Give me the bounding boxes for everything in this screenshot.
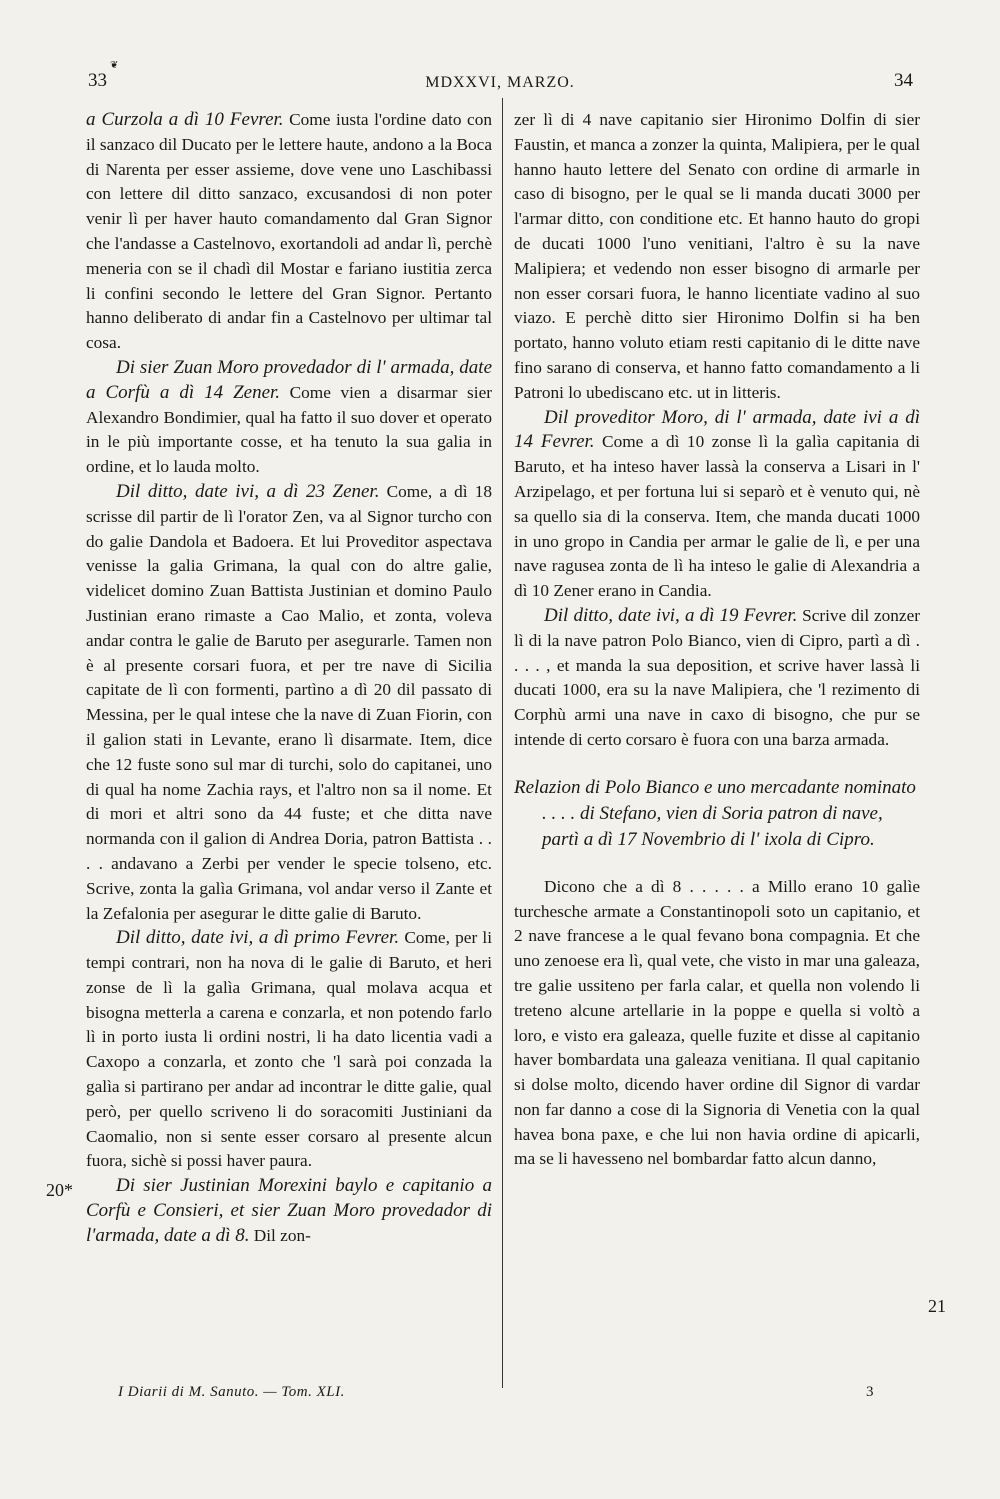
left-column (86, 108, 492, 1249)
paragraph (514, 875, 920, 1173)
entry-heading: Dil ditto, date ivi, a dì 19 Fevrer. (544, 604, 798, 626)
entry-heading: Di sier Zuan Moro provedador di l' armada, date a Corfù a dì 14 Zener. (86, 356, 492, 403)
entry-text: Come vien a disarmar sier Alexandro Bondimier, qual ha fatto il suo dover et operato in le più importante cosse, et ha tenuto la sua galia in ordine, et lo lauda molto. (86, 382, 492, 477)
page-number-right: 34 (894, 70, 913, 91)
entry-text: Dil zon- (249, 1225, 311, 1245)
paragraph (514, 604, 920, 753)
margin-note-right: 21 (928, 1296, 946, 1316)
page-number-left: 33 (88, 70, 107, 91)
footer-citation: I Diarii di M. Sanuto. — Tom. XLI. (118, 1384, 345, 1400)
entry-heading: Di sier Justinian Morexini baylo e capitanio a Corfù e Consieri, et sier Zuan Moro provedador di l'armada, date a dì 8. (86, 1175, 492, 1246)
entry-heading: Relazion di Polo Bianco e uno mercadante nominato . . . . di Stefano, vien di Soria patron di nave, partì a dì 17 Novembrio di l' ixola di Cipro. (514, 776, 916, 850)
entry-text: Come, a dì 18 scrisse dil partir de lì l'orator Zen, va al Signor turcho con do galie Dandola et Badoera. Et lui Proveditor aspectava venisse la galia Grimana, la qual con do altre galie, videlicet domino Zuan Battista Justinian et domino Paulo Justinian erano rimaste a Cao Malio, et zonta, voleva andar contra le galie de Baruto per asegurarle. Tamen non è al presente corsari fuora, et per tre nave di Sicilia capitate de lì con formenti, partìno a dì 20 dil passato di Messina, per le qual intese che la nave di Zuan Fiorin, con il galion stati in Levante, erano lì disarmate. Item, dice che 12 fuste sono sul mar di turchi, solo do capitanei, uno di qual ha nome Zachia rays, et l'altro non sa il nome. Et di mori et altri sono da 44 fuste; et che ditta nave normanda con il galion di Andrea Doria, patron Battista . . . . andavano a Zerbi per vender le specie tolseno, etc. Scrive, zonta la galìa Grimana, vol andar verso il Zante et la Zefalonia per asegurar le ditte galie di Baruto. (86, 481, 492, 923)
entry-heading: a Curzola a dì 10 Fevrer. (86, 109, 284, 130)
entry-heading: Dil ditto, date ivi, a dì primo Fevrer. (116, 927, 400, 949)
entry-heading: Dil proveditor Moro, di l' armada, date ivi a dì 14 Fevrer. (514, 406, 920, 453)
column-divider (502, 98, 503, 1388)
entry-text: Come a dì 10 zonse lì la galìa capitania di Baruto, et ha inteso haver lassà la conserva a Lisari in l' Arzipelago, et per fortuna lui si separò et è venuto qui, nè sa quello sia di la conserva. Item, che manda ducati 1000 in uno gropo in Candia per armar le galie de lì, e per una nave ragusea zonta de lì ha inteso le galie di Alexandria a dì 10 Zener erano in Candia. (514, 432, 920, 601)
paragraph (86, 480, 492, 926)
paragraph (86, 356, 492, 480)
entry-text: zer lì di 4 nave capitanio sier Hironimo Dolfin di sier Faustin, et manca a zonzer la quinta, Malipiera, per le qual hanno hauto lettere del Senato con ordine di armarle in caso di bisogno, per le qual se li manda ducati 3000 per l'armar ditto, con conditione etc. Et hanno hauto do gropi de ducati 1000 l'uno venitiani, l'altro è su la nave Malipiera; et vedendo non esser bisogno di armarle per non esser corsari fuora, le hanno licentiate vadino al suo viazo. E perchè ditto sier Hironimo Dolfin si ha ben portato, hanno voluto etiam resti capitanio di le ditte nave fino sarano di conserva, et hanno fatto comandamento a li Patroni lo ubediscano etc. ut in litteris. (514, 110, 920, 402)
entry-text: Come, per li tempi contrari, non ha nova di le galie di Baruto, et heri zonse de lì la galìa Grimana, qual molava acqua et bisogna metterla a carena e conzarla, et non potendo farlo lì in porto iusta li ordini nostri, li ha dato licentia vadi a Caxopo a conzarla, et zonto che 'l sarà poi conzada la galìa si partirano per andar ad incontrar le ditte galie, qual però, per quello scriveno li do soracomiti Justiniani da Caomalio, non si sente esser corsaro al presente alcun fuora, sichè si possi haver paura. (86, 928, 493, 1171)
entry-heading: Dil ditto, date ivi, a dì 23 Zener. (116, 480, 380, 502)
paragraph (86, 926, 492, 1174)
entry-text: Scrive dil zonzer lì di la nave patron Polo Bianco, vien di Cipro, partì a dì . . . . , et manda la sua deposition, et scrive haver lassà li ducati 1000, era su la nave Malipiera, che 'l rezimento di Corphù armi una nave in caxo di bisogno, che pur se intende di certo corsaro è fuora con una barza armada. (514, 605, 920, 749)
section-title (514, 775, 920, 853)
signature-number: 3 (866, 1384, 874, 1400)
paragraph (514, 406, 920, 604)
right-column (514, 108, 920, 1172)
entry-text: Dicono che a dì 8 . . . . . a Millo erano 10 galìe turchesche armate a Constantinopoli soto un capitanio, et 2 nave francese a le qual fevano bona compagnia. Et che uno zenoese era lì, qual vete, che visto in mar una galeaza, tre galie ussiteno per farla calar, et quella non volendo li treteno alcune artellarie in la poppe e quella si voltò a loro, e visto era galeaza, quelle fuzite et disse al capitanio haver bombardata una galeaza venitiana. Il qual capitanio si dolse molto, dicendo haver ordine dil Signor di vardar non far danno a cose di la Signoria di Venetia con la qual havea bona paxe, e che lui non havia ordine di apicarli, ma se li havesseno nel bombardar fatto alcun danno, (514, 876, 920, 1169)
margin-note-left: 20* (46, 1180, 73, 1200)
paragraph (514, 108, 920, 406)
paragraph (86, 108, 492, 356)
ornament: ❦ (110, 60, 119, 71)
entry-text: Come iusta l'ordine dato con il sanzaco dil Ducato per le lettere haute, andono a la Boca di Narenta per esser assieme, dove vene uno Laschibassi con lettere dil ditto sanzaco, excusandosi di non poter venir lì per haver hauto comandamento dal Gran Signor che l'andasse a Castelnovo, exortandoli ad andar lì, perchè meneria con se il chadì dil Mostar e fariano iustitia zerca li confini secondo le lettere del Gran Signor. Pertanto hanno deliberato di andar fin a Castelnovo per ultimar tal cosa. (86, 110, 492, 353)
running-title: MDXXVI, MARZO. (425, 74, 575, 91)
paragraph (86, 1174, 492, 1248)
